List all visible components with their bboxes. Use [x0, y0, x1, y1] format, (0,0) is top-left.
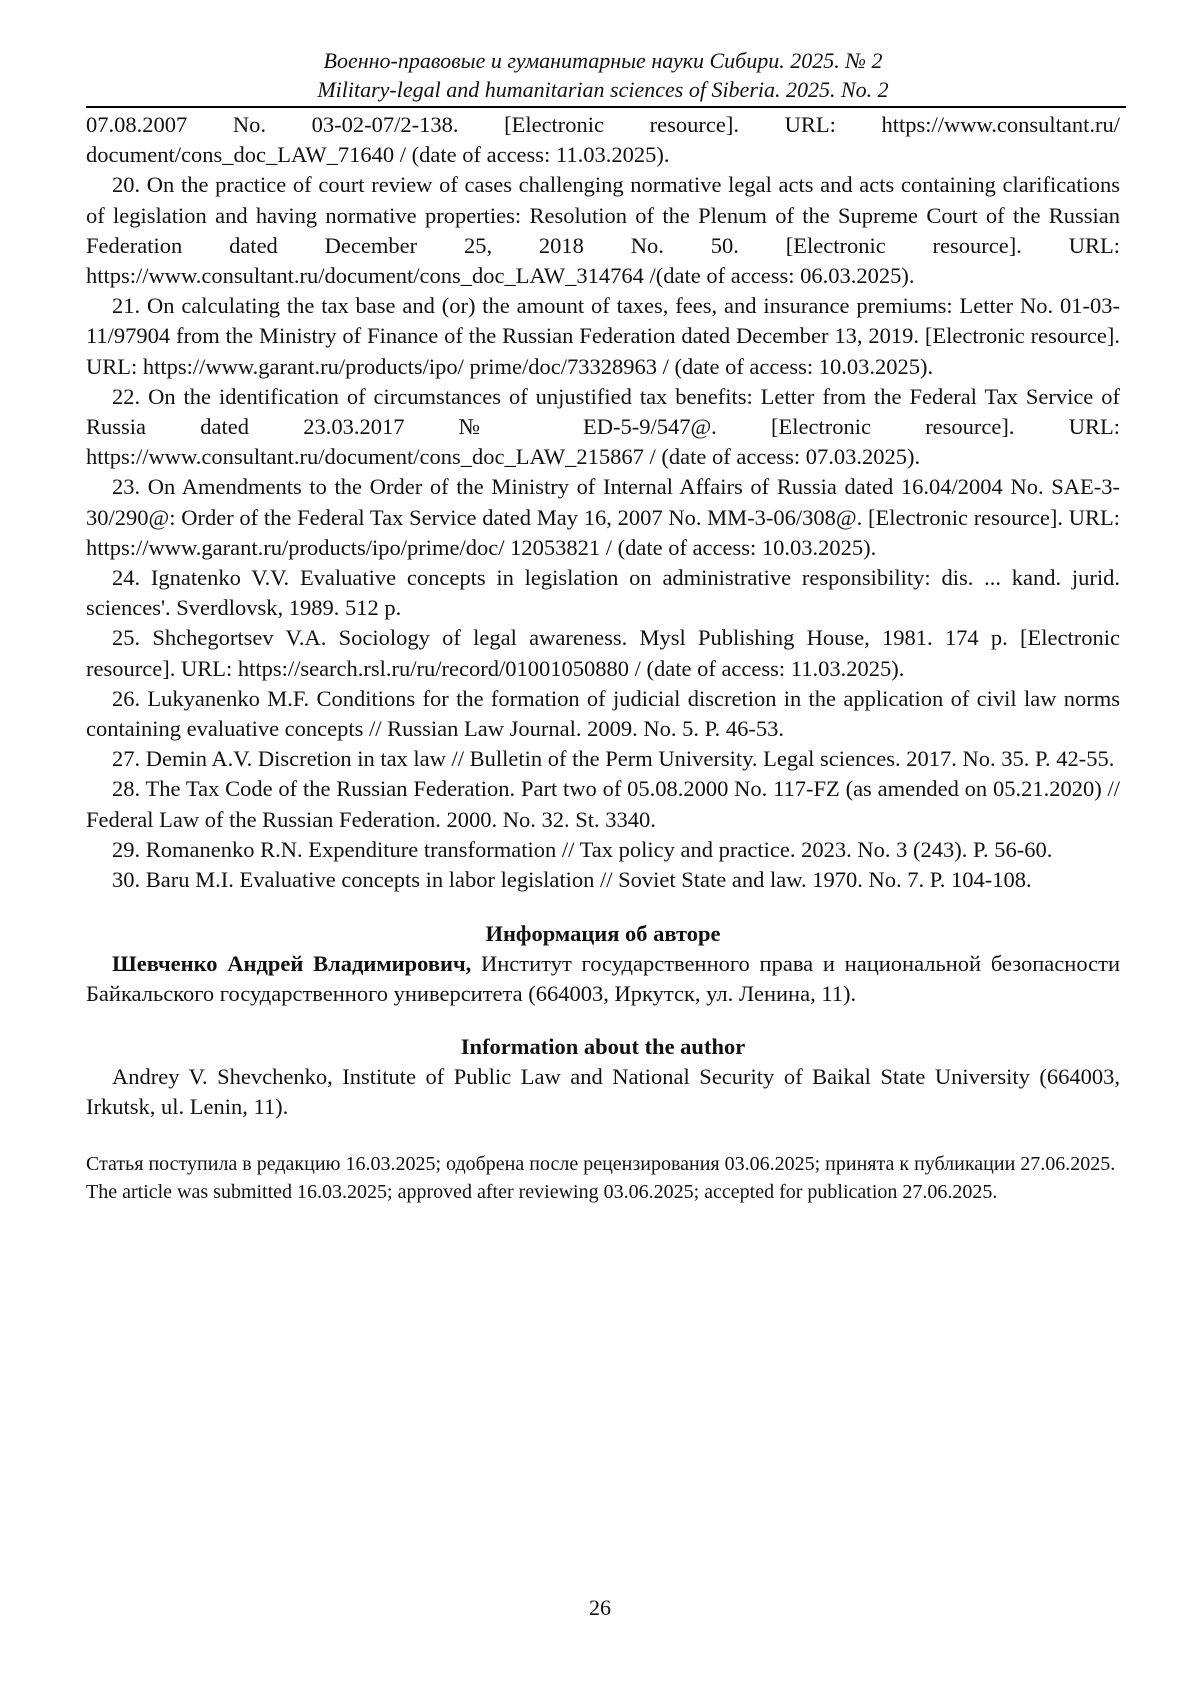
article-history-en: The article was submitted 16.03.2025; approved after reviewing 03.06.2025; accepted for publication 27.06.2025. [86, 1181, 998, 1204]
author-name-ru: Шевченко Андрей Владимирович, [112, 951, 472, 977]
reference-item: 21. On calculating the tax base and (or) the amount of taxes, fees, and insurance premiums: Letter No. 01-03-11/97904 from the Ministry of Finance of the Russian Federation dated December 13, 2019. [Electronic resource]. URL: https://www.garant.ru/products/ipo/ prime/doc/73328963 / (date of access: 10.03.2025). [86, 293, 1120, 379]
reference-item: 22. On the identification of circumstances of unjustified tax benefits: Letter from the Federal Tax Service of Russia dated 23.03.2017 № ED-5-9/547@. [Electronic resource]. URL: https://www.consultant.ru/document/cons_doc_LAW_215867 / (date of access: 07.03.2025). [86, 383, 1120, 470]
reference-item: 30. Baru M.I. Evaluative concepts in labor legislation // Soviet State and law. 1970. No. 7. P. 104-108. [112, 867, 1032, 893]
article-history-ru: Статья поступила в редакцию 16.03.2025; одобрена после рецензирования 03.06.2025; принята к публикации 27.06.2025. [86, 1153, 1116, 1176]
running-header [86, 46, 1120, 104]
reference-list [86, 110, 1120, 895]
page [86, 46, 1120, 1206]
author-info-en [86, 1062, 1120, 1122]
reference-item: 24. Ignatenko V.V. Evaluative concepts in legislation on administrative responsibility: dis. ... kand. jurid. sciences'. Sverdlovsk, 1989. 512 p. [86, 565, 1120, 621]
page-number: 26 [589, 1595, 611, 1620]
journal-title-en: Military-legal and humanitarian sciences of Siberia. 2025. No. 2 [317, 77, 889, 102]
article-history [86, 1150, 1120, 1206]
reference-item: 26. Lukyanenko M.F. Conditions for the formation of judicial discretion in the application of civil law norms containing evaluative concepts // Russian Law Journal. 2009. No. 5. P. 46-53. [86, 685, 1120, 742]
reference-continuation: 07.08.2007 No. 03-02-07/2-138. [Electronic resource]. URL: https://www.consultant.ru/ document/cons_doc_LAW_71640 / (date of access: 11.03.2025). [86, 112, 1120, 168]
author-info-title-ru: Информация об авторе [485, 921, 721, 947]
reference-item: 23. On Amendments to the Order of the Ministry of Internal Affairs of Russia dated 16.04/2004 No. SAE-3-30/290@: Order of the Federal Tax Service dated May 16, 2007 No. MM-3-06/308@. [Electronic resource]. URL: https://www.garant.ru/products/ipo/prime/doc/ 12053821 / (date of access: 10.03.2025). [86, 474, 1120, 560]
reference-item: 29. Romanenko R.N. Expenditure transformation // Tax policy and practice. 2023. No. 3 (243). P. 56-60. [112, 836, 1053, 862]
author-affiliation-en: Andrey V. Shevchenko, Institute of Public Law and National Security of Baikal State University (664003, Irkutsk, ul. Lenin, 11). [86, 1063, 1120, 1119]
journal-title-ru: Военно-правовые и гуманитарные науки Сибири. 2025. № 2 [323, 48, 883, 73]
author-info-title-en: Information about the author [460, 1033, 746, 1059]
author-info-ru [86, 949, 1120, 1009]
reference-item: 25. Shchegortsev V.A. Sociology of legal awareness. Mysl Publishing House, 1981. 174 p. [Electronic resource]. URL: https://search.rsl.ru/ru/record/01001050880 / (date of access: 11.03.2025). [86, 625, 1120, 681]
reference-item: 20. On the practice of court review of cases challenging normative legal acts and acts containing clarifications of legislation and having normative properties: Resolution of the Plenum of the Supreme Court of the Russian Federation dated December 25, 2018 No. 50. [Electronic resource]. URL: https://www.consultant.ru/document/cons_doc_LAW_314764 /(date of access: 06.03.2025). [86, 172, 1120, 289]
reference-item: 27. Demin A.V. Discretion in tax law // Bulletin of the Perm University. Legal sciences. 2017. No. 35. P. 42-55. [112, 746, 1115, 772]
author-affiliation-ru: Институт государственного права и национальной безопасности Байкальского государственного университета (664003, Иркутск, ул. Ленина, 11). [86, 951, 1120, 1007]
header-divider [86, 106, 1126, 108]
reference-item: 28. The Tax Code of the Russian Federation. Part two of 05.08.2000 No. 117-FZ (as amended on 05.21.2020) // Federal Law of the Russian Federation. 2000. No. 32. St. 3340. [86, 776, 1120, 832]
